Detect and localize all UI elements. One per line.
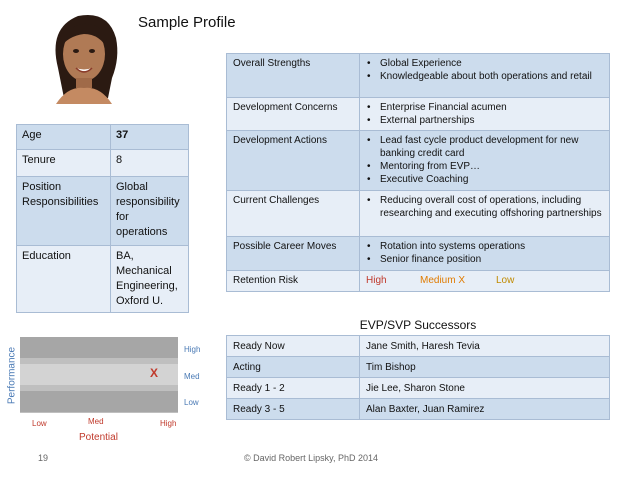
x-level-high: High — [160, 419, 177, 428]
y-axis-title: Performance — [6, 346, 18, 405]
grid-band-low — [20, 391, 178, 412]
profile-photo — [38, 8, 130, 104]
successor-value: Jane Smith, Haresh Tevia — [360, 336, 610, 357]
profile-value: 37 — [111, 125, 189, 150]
assessment-row — [227, 191, 610, 237]
profile-label: Age — [17, 125, 111, 150]
table-row — [227, 357, 610, 378]
assessment-items — [360, 98, 610, 131]
list-item: • Reducing overall cost of operations, including researching and executing offshoring partnerships — [380, 194, 603, 220]
x-level-med: Med — [88, 417, 104, 426]
retention-values — [360, 271, 610, 292]
assessment-row — [227, 54, 610, 98]
table-row — [227, 399, 610, 420]
list-item: • Enterprise Financial acumen — [380, 101, 603, 114]
grid-band-high — [20, 337, 178, 358]
successors-table — [226, 335, 610, 420]
list-item: • Senior finance position — [380, 253, 603, 266]
list-item: • Mentoring from EVP… — [380, 160, 603, 173]
table-row — [227, 378, 610, 399]
assessment-row — [227, 237, 610, 271]
retention-high: High — [366, 275, 387, 286]
x-level-low: Low — [32, 419, 47, 428]
list-item: • External partnerships — [380, 114, 603, 127]
assessment-items — [360, 237, 610, 271]
successor-label: Ready Now — [227, 336, 360, 357]
profile-label: Tenure — [17, 150, 111, 177]
profile-row-age — [17, 125, 189, 150]
list-item: • Rotation into systems operations — [380, 240, 603, 253]
list-item: • Lead fast cycle product development for new banking credit card — [380, 134, 603, 160]
successor-value: Tim Bishop — [360, 357, 610, 378]
assessment-items — [360, 54, 610, 98]
successor-value: Alan Baxter, Juan Ramirez — [360, 399, 610, 420]
assessment-items — [360, 131, 610, 191]
successor-label: Ready 1 - 2 — [227, 378, 360, 399]
grid-marker: X — [150, 366, 159, 380]
assessment-label: Development Actions — [227, 131, 360, 191]
list-item: • Knowledgeable about both operations and retail — [380, 70, 603, 83]
list-item: • Global Experience — [380, 57, 603, 70]
assessment-label: Current Challenges — [227, 191, 360, 237]
copyright: © David Robert Lipsky, PhD 2014 — [244, 453, 379, 463]
table-row — [227, 336, 610, 357]
profile-label: Education — [17, 246, 111, 313]
assessment-row — [227, 98, 610, 131]
profile-row-tenure — [17, 150, 189, 177]
successor-value: Jie Lee, Sharon Stone — [360, 378, 610, 399]
assessment-label: Overall Strengths — [227, 54, 360, 98]
page-title: Sample Profile — [138, 14, 236, 31]
profile-value: Global responsibility for operations — [111, 177, 189, 246]
retention-low: Low — [496, 275, 515, 286]
retention-row — [227, 271, 610, 292]
profile-value: 8 — [111, 150, 189, 177]
assessment-label: Possible Career Moves — [227, 237, 360, 271]
profile-label: Position Responsibilities — [17, 177, 111, 246]
y-level-med: Med — [184, 372, 200, 381]
successors-title: EVP/SVP Successors — [359, 318, 477, 332]
successor-label: Ready 3 - 5 — [227, 399, 360, 420]
page-number: 19 — [38, 453, 49, 463]
assessment-label: Development Concerns — [227, 98, 360, 131]
performance-potential-grid — [20, 337, 178, 413]
retention-medium: Medium X — [420, 275, 466, 286]
profile-value: BA, Mechanical Engineering, Oxford U. — [111, 246, 189, 313]
profile-row-position — [17, 177, 189, 246]
retention-label: Retention Risk — [227, 271, 360, 292]
successor-label: Acting — [227, 357, 360, 378]
assessment-row — [227, 131, 610, 191]
list-item: • Executive Coaching — [380, 173, 603, 186]
assessment-table — [226, 53, 610, 292]
x-axis-title: Potential — [79, 432, 118, 443]
assessment-items — [360, 191, 610, 237]
y-level-high: High — [184, 345, 201, 354]
profile-row-education — [17, 246, 189, 313]
y-level-low: Low — [184, 398, 199, 407]
profile-table — [16, 124, 189, 313]
